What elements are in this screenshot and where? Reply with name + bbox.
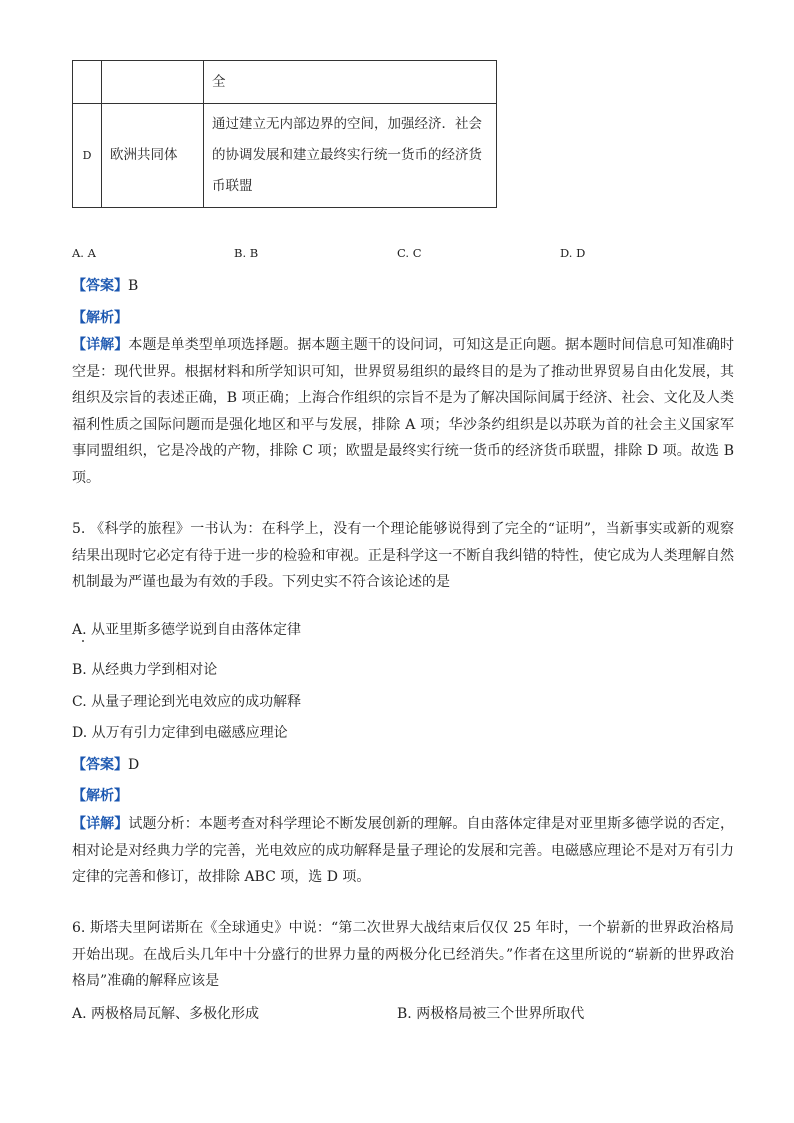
q5-detail <box>72 811 734 891</box>
q4-choices <box>72 245 732 261</box>
q4-answer <box>72 275 732 295</box>
detail-text: 试题分析：本题考查对科学理论不断发展创新的理解。自由落体定律是对亚里斯多德学说的否定，相对论是对经典力学的完善，光电效应的成功解释是量子理论的发展和完善。电磁感应理论不是对万有引力定律的完善和修订，故排除 ABC 项，选 D 项。 <box>72 816 735 885</box>
q5-answer <box>72 754 732 774</box>
detail-tag: 【详解】 <box>72 816 129 832</box>
table-cell-name <box>102 61 204 104</box>
analysis-tag: 【解析】 <box>72 788 128 804</box>
choice-d: D. D <box>560 246 586 260</box>
q6-options-row <box>72 1003 732 1023</box>
q5-option-c: C. 从量子理论到光电效应的成功解释 <box>72 694 302 710</box>
answer-tag: 【答案】 <box>72 757 128 773</box>
q5-option-d: D. 从万有引力定律到电磁感应理论 <box>72 725 288 741</box>
table-cell-desc: 全 <box>204 61 497 104</box>
table-row <box>73 104 497 208</box>
ink-dot <box>82 640 84 642</box>
q6-stem: 6. 斯塔夫里阿诺斯在《全球通史》中说：“第二次世界大战结束后仅仅 25 年时，一个崭新的世界政治格局开始出现。在战后头几年中十分盛行的世界力量的两极分化已经消失。”作者在这里所说的“崭新的世界政治格局”准确的解释应该是 <box>72 920 734 989</box>
options-table <box>72 60 497 208</box>
table-cell-letter <box>73 61 102 104</box>
analysis-tag: 【解析】 <box>72 310 128 326</box>
table-row <box>73 61 497 104</box>
table-cell-letter: D <box>73 104 102 208</box>
choice-b: B. B <box>234 246 259 260</box>
q4-analysis-heading <box>72 307 732 327</box>
detail-text: 本题是单类型单项选择题。据本题主题干的设问词，可知这是正向题。据本题时间信息可知准确时空是：现代世界。根据材料和所学知识可知，世界贸易组织的最终目的是为了推动世界贸易自由化发展，其组织及宗旨的表述正确，B 项正确；上海合作组织的宗旨不是为了解决国际间属于经济、社会、文化及人类福利性质之国际问题而是强化地区和平与发展，排除 A 项；华沙条约组织是以苏联为首的社会主义国家军事同盟组织，它是冷战的产物，排除 C 项；欧盟是最终实行统一货币的经济货币联盟，排除 D 项。故选 B 项。 <box>72 337 735 486</box>
q5-stem: 5. 《科学的旅程》一书认为：在科学上，没有一个理论能够说得到了完全的“证明”，当新事实或新的观察结果出现时它必定有待于进一步的检验和审视。正是科学这一不断自我纠错的特性，使它成为人类理解自然机制最为严谨也最为有效的手段。下列史实不符合该论述的是 <box>72 521 734 590</box>
q5-option-a: A. 从亚里斯多德学说到自由落体定律 <box>72 622 302 638</box>
table-cell-desc: 通过建立无内部边界的空间，加强经济．社会的协调发展和建立最终实行统一货币的经济货币联盟 <box>204 104 497 208</box>
answer-value: D <box>128 757 140 773</box>
choice-c: C. C <box>397 246 422 260</box>
q5-option-b: B. 从经典力学到相对论 <box>72 662 218 678</box>
answer-value: B <box>128 278 139 294</box>
choice-a: A. A <box>72 246 96 260</box>
detail-tag: 【详解】 <box>72 337 129 353</box>
table-cell-name: 欧洲共同体 <box>102 104 204 208</box>
q6-option-b: B. 两极格局被三个世界所取代 <box>397 1006 585 1022</box>
q5-analysis-heading <box>72 785 732 805</box>
q6-option-a: A. 两极格局瓦解、多极化形成 <box>72 1006 260 1022</box>
q4-detail <box>72 332 734 491</box>
answer-tag: 【答案】 <box>72 278 128 294</box>
